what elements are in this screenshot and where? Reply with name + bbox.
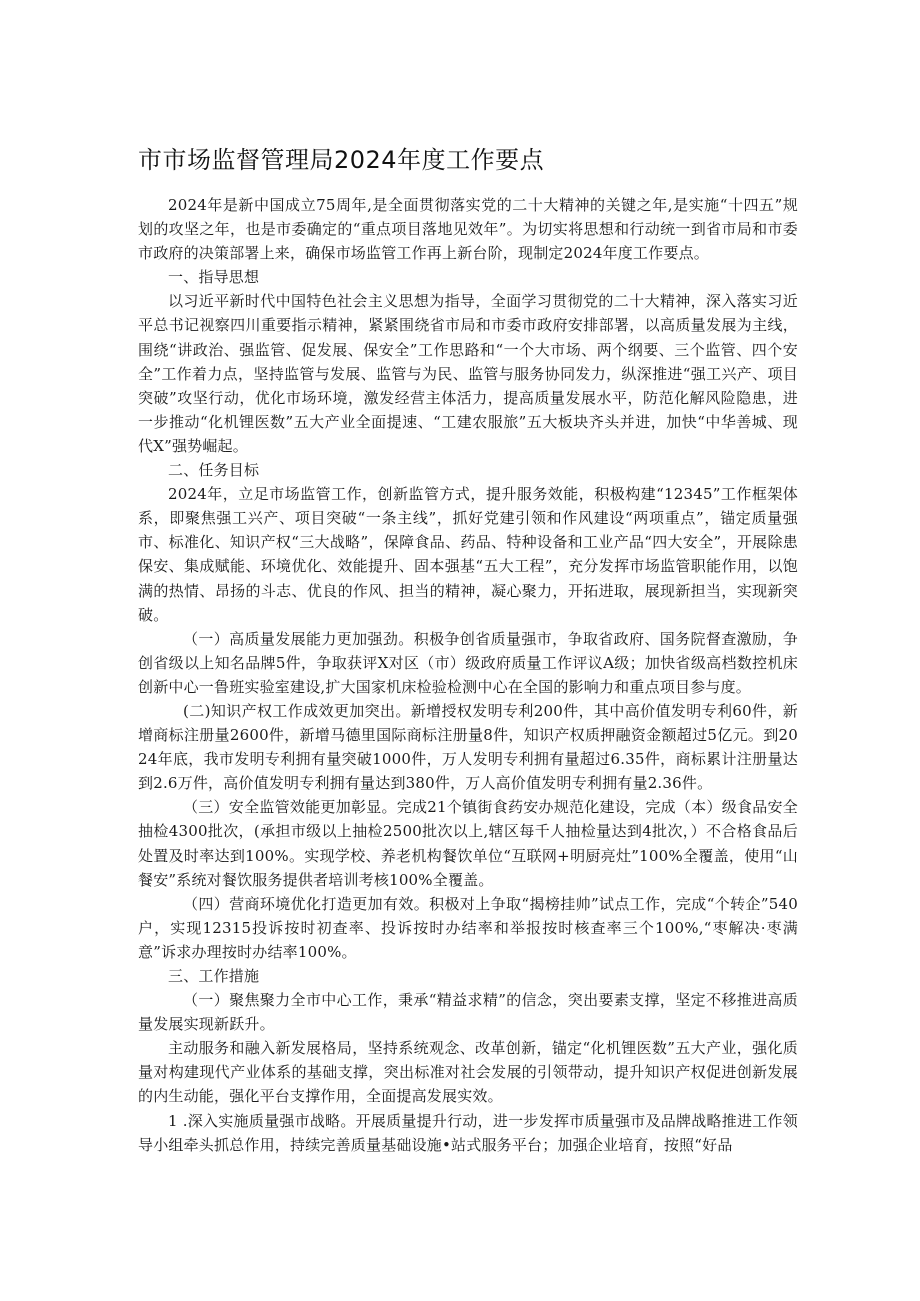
intro-paragraph: 2024年是新中国成立75周年,是全面贯彻落实党的二十大精神的关键之年,是实施“十四五”规划的攻坚之年，也是市委确定的“重点项目落地见效年”。为切实将思想和行动统一到省市局和市委市政府的决策部署上来，确保市场监管工作再上新台阶，现制定2024年度工作要点。: [138, 196, 798, 263]
paragraph-guiding-ideology: 以习近平新时代中国特色社会主义思想为指导，全面学习贯彻党的二十大精神，深入落实习近平总书记视察四川重要指示精神，紧紧围绕省市局和市委市政府安排部署，以高质量发展为主线，围绕“讲政治、强监管、促发展、保安全”工作思路和“一个大市场、两个纲要、三个监管、四个安全”工作着力点，坚持监管与发展、监管与为民、监管与服务协同发力，纵深推进“强工兴产、项目突破”攻坚行动，优化市场环境，激发经营主体活力，提高质量发展水平，防范化解风险隐患，进一步推动“化机锂医数”五大产业全面提速、“工建农服旅”五大板块齐头并进，加快“中华善城、现代X”强势崛起。: [138, 292, 798, 455]
paragraph-goal-4: （四）营商环境优化打造更加有效。积极对上争取“揭榜挂帅”试点工作，完成“个转企”540户，实现12315投诉按时初查率、投诉按时办结率和举报按时核查率三个100%,“枣解决·枣满意”诉求办理按时办结率100%。: [138, 894, 798, 961]
paragraph-measure-1-item-1: 1 .深入实施质量强市战略。开展质量提升行动，进一步发挥市质量强市及品牌战略推进工作领导小组牵头抓总作用，持续完善质量基础设施•站式服务平台；加强企业培育，按照“好品: [138, 1111, 798, 1154]
section-heading-guiding-ideology: 一、指导思想: [168, 268, 260, 287]
paragraph-goal-3: （三）安全监管效能更加彰显。完成21个镇街食药安办规范化建设，完成（本）级食品安全抽检4300批次，(承担市级以上抽检2500批次以上,辖区每千人抽检量达到4批次，）不合格食品后处置及时率达到100%。实现学校、养老机构餐饮单位“互联网+明厨亮灶”100%全覆盖，使用“山餐安”系统对餐饮服务提供者培训考核100%全覆盖。: [138, 798, 798, 889]
paragraph-measure-1: （一）聚焦聚力全市中心工作，秉承“精益求精”的信念，突出要素支撑，坚定不移推进高质量发展实现新跃升。: [138, 991, 798, 1034]
section-heading-work-measures: 三、工作措施: [168, 967, 260, 985]
paragraph-measure-1-detail: 主动服务和融入新发展格局，坚持系统观念、改革创新，锚定“化机锂医数”五大产业，强化质量对构建现代产业体系的基础支撑，突出标准对社会发展的引领带动，提升知识产权促进创新发展的内生动能，强化平台支撑作用，全面提高发展实效。: [138, 1039, 798, 1106]
paragraph-goal-2: (二)知识产权工作成效更加突出。新增授权发明专利200件，其中高价值发明专利60件，新增商标注册量2600件，新增马德里国际商标注册量8件，知识产权质押融资金额超过5亿元。到2024年底，我市发明专利拥有量突破1000件，万人发明专利拥有量超过6.35件，商标累计注册量达到2.6万件，高价值发明专利拥有量达到380件，万人高价值发明专利拥有量2.36件。: [138, 701, 798, 793]
document-body: [138, 193, 798, 1157]
paragraph-goal-1: （一）高质量发展能力更加强劲。积极争创省质量强市，争取省政府、国务院督查激励，争创省级以上知名品牌5件，争取获评X对区（市）级政府质量工作评议A级；加快省级高档数控机床创新中心一鲁班实验室建设,扩大国家机床检验检测中心在全国的影响力和重点项目参与度。: [138, 629, 798, 696]
document-title: 市市场监督管理局2024年度工作要点: [138, 146, 545, 174]
section-heading-task-goals: 二、任务目标: [168, 461, 260, 480]
paragraph-task-goals: 2024年，立足市场监管工作，创新监管方式，提升服务效能，积极构建“12345”工作框架体系，即聚焦强工兴产、项目突破“一条主线”，抓好党建引领和作风建设“两项重点”，锚定质量强市、标准化、知识产权“三大战略”，保障食品、药品、特种设备和工业产品“四大安全”，开展除患保安、集成赋能、环境优化、效能提升、固本强基“五大工程”，充分发挥市场监管职能作用，以饱满的热情、昂扬的斗志、优良的作风、担当的精神，凝心聚力，开拓进取，展现新担当，实现新突破。: [138, 485, 798, 624]
